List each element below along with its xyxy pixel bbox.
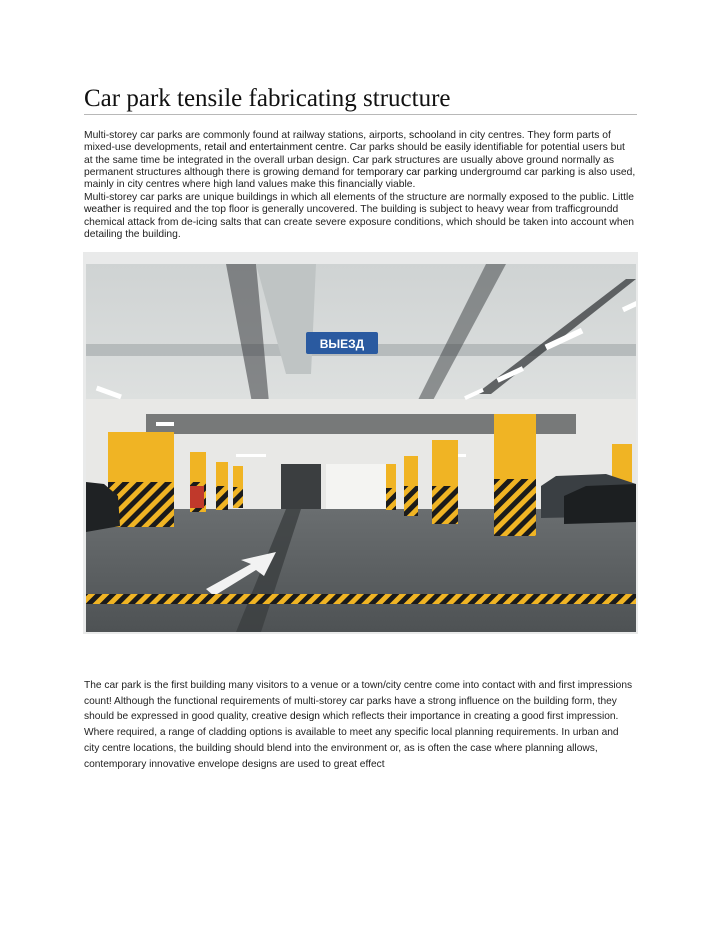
floor bbox=[86, 509, 636, 632]
paragraph-structure bbox=[84, 192, 636, 241]
para1-text-1: Multi-storey car parks are commonly found at railway stations, airports, bbox=[84, 130, 410, 141]
speed-bump bbox=[86, 594, 636, 604]
car-park-photo-frame bbox=[83, 252, 638, 634]
para1-text-4: undergroumd car parking is also used, mainly in city centres where high land values make this financially viable. bbox=[84, 166, 636, 191]
para3-text-1: The car park is the first building many visitors to a venue or a town/city centre come into contact with and first impressions count! Although the functional requirements of multi-storey car parks have a strong influence on the building form, they should be expressed in good quality, creative bbox=[84, 680, 633, 723]
title-divider bbox=[84, 114, 637, 115]
page-title: Car park tensile fabricating structure bbox=[84, 85, 451, 112]
link-school[interactable]: school bbox=[409, 130, 439, 141]
para2-text-1: Multi-storey car parks are unique buildings in which all elements of the structure are normally exposed to the public. Little bbox=[84, 192, 635, 203]
para2-text-2: is required and the top floor is generally uncovered. The building is subject to heavy wear from trafficgroundd chemical attack from de-icing salts that can create severe exposure conditions, which should be taken into account when detailing the building. bbox=[84, 204, 635, 240]
exit-sign-text: ВЫЕЗД bbox=[319, 337, 365, 351]
para3-text-2: which reflects their importance in creating a good first impression. Where required, a range of cladding options is available to meet any specific local planning requirements. In urban and city centre locations, the building should blend into the environment or, as is often the case where planning allows, contemporary innovative envelope designs are used to great effect bbox=[84, 711, 619, 770]
para1-text-2: and in city centres. They form parts of mixed-use developments, bbox=[84, 130, 611, 154]
link-retail-entertainment-centre[interactable]: retail and entertainment centre bbox=[204, 142, 344, 154]
car-park-photo bbox=[86, 264, 636, 632]
paragraph-intro bbox=[84, 130, 636, 191]
link-weather[interactable]: weather bbox=[84, 204, 121, 216]
link-temporary-car-parking[interactable]: temporary car parking bbox=[357, 166, 458, 178]
para1-text-3: . Car parks should be easily identifiable for potential users but at the same time be integrated in the overall urban design. Car park structures are usually above ground normally as permanent structures although there is growing demand for bbox=[84, 142, 625, 178]
link-design[interactable]: design bbox=[289, 711, 320, 723]
paragraph-first-impressions bbox=[84, 678, 636, 772]
